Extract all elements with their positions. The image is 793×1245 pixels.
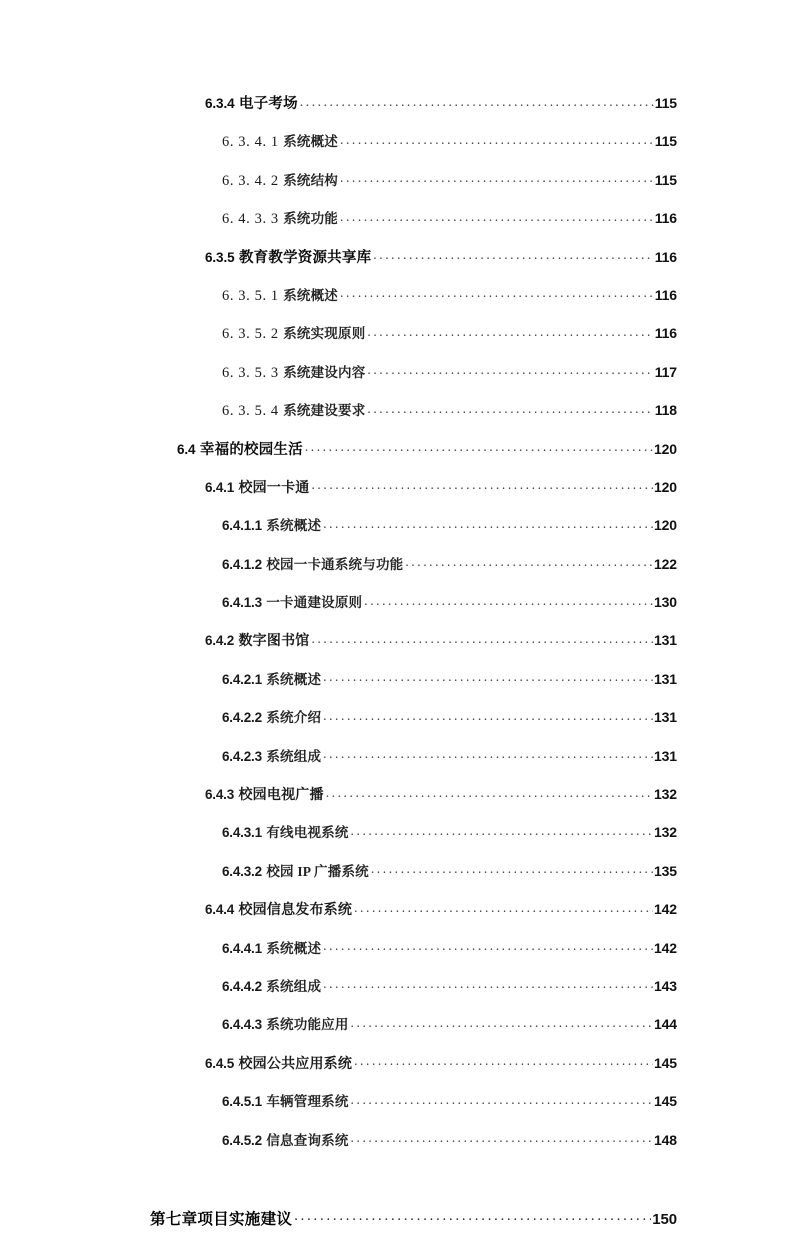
- toc-entry-number: 6.4.1.2: [222, 556, 262, 572]
- toc-dot-leader: [367, 322, 653, 338]
- toc-entry-title: 校园一卡通: [238, 480, 310, 496]
- toc-row[interactable]: [222, 860, 677, 898]
- toc-page-number: 117: [654, 363, 677, 380]
- toc-entry-number: 6.4.3.1: [222, 825, 262, 841]
- toc-dot-leader: [305, 438, 653, 454]
- toc-row[interactable]: [222, 821, 677, 859]
- toc-page-number: 115: [654, 171, 677, 188]
- toc-page-number: 131: [653, 670, 677, 687]
- toc-entry-title: 教育教学资源共享库: [238, 249, 372, 266]
- toc-row[interactable]: [222, 514, 677, 552]
- toc-entry[interactable]: [150, 1090, 677, 1128]
- toc-row[interactable]: [222, 937, 677, 975]
- toc-dot-leader: [351, 1090, 653, 1106]
- toc-entry[interactable]: [150, 399, 677, 437]
- toc-entry-label: [222, 361, 365, 382]
- toc-dot-leader: [311, 629, 652, 645]
- toc-entry-label: [222, 975, 321, 996]
- toc-entry-title: 系统概述: [266, 671, 322, 687]
- toc-entry-title: 校园电视广播: [238, 788, 324, 804]
- toc-page-number: 144: [653, 1016, 677, 1033]
- toc-dot-leader: [300, 92, 654, 108]
- toc-entry-title: 一卡通建设原则: [266, 595, 363, 611]
- toc-dot-leader: [364, 591, 653, 607]
- toc-page-number: 131: [653, 747, 677, 764]
- toc-row[interactable]: [222, 668, 677, 706]
- toc-entry-number: 6. 3. 5. 4: [222, 403, 279, 420]
- toc-entry-label: [205, 630, 309, 650]
- toc-row[interactable]: [205, 476, 677, 514]
- toc-entry-label: [222, 207, 338, 228]
- toc-row[interactable]: [177, 438, 677, 476]
- toc-entry-title: 有线电视系统: [266, 825, 349, 841]
- toc-entry[interactable]: [150, 898, 677, 936]
- toc-dot-leader: [371, 860, 653, 876]
- toc-entry-number: 6.4.4.2: [222, 978, 262, 994]
- toc-entry[interactable]: [150, 207, 677, 245]
- toc-entry-label: [222, 169, 338, 190]
- toc-entry-label: [222, 860, 369, 881]
- toc-page-number: 118: [654, 402, 677, 419]
- toc-entry-number: 6.4.2.1: [222, 671, 262, 687]
- toc-row[interactable]: [205, 629, 677, 667]
- toc-entry-number: 6.4.1.3: [222, 595, 262, 611]
- toc-page-number: 116: [654, 286, 677, 303]
- toc-entry-number: 6. 3. 5. 1: [222, 287, 279, 304]
- toc-entry-title: 系统结构: [283, 172, 339, 188]
- toc-entry[interactable]: [150, 361, 677, 399]
- toc-entry-label: [205, 899, 352, 919]
- toc-row[interactable]: [222, 1013, 677, 1051]
- toc-page-number: 131: [653, 709, 677, 726]
- toc-dot-leader: [323, 706, 653, 722]
- toc-page-number: 145: [653, 1093, 677, 1110]
- toc-chapter-entry[interactable]: [150, 1207, 677, 1245]
- toc-dot-leader: [367, 361, 653, 377]
- toc-entry-title: 系统实现原则: [283, 326, 366, 342]
- toc-dot-leader: [326, 783, 653, 799]
- toc-dot-leader: [294, 1208, 651, 1224]
- toc-page-number: 131: [653, 632, 677, 649]
- toc-dot-leader: [405, 553, 653, 569]
- toc-page-number: 122: [653, 555, 677, 572]
- toc-page-number: 145: [653, 1054, 677, 1071]
- toc-entry-number: 6. 3. 5. 3: [222, 364, 279, 381]
- toc-entry-title: 电子考场: [238, 96, 298, 112]
- toc-entry-title: 系统组成: [266, 748, 322, 764]
- toc-row[interactable]: [222, 284, 677, 322]
- toc-entry-number: 6.4.4.1: [222, 940, 262, 956]
- toc-dot-leader: [351, 1013, 653, 1029]
- toc-entry-label: [222, 399, 365, 420]
- toc-row[interactable]: [222, 130, 677, 168]
- toc-entry-label: [222, 553, 403, 574]
- toc-row[interactable]: [222, 169, 677, 207]
- toc-row[interactable]: [222, 1090, 677, 1128]
- toc-entry-label: [222, 937, 321, 958]
- toc-dot-leader: [323, 975, 653, 991]
- toc-entry[interactable]: [150, 130, 677, 168]
- toc-entry-number: 6. 3. 5. 2: [222, 326, 279, 343]
- toc-entry-number: 6.4.4: [205, 902, 235, 918]
- toc-dot-leader: [311, 476, 652, 492]
- toc-row[interactable]: [222, 322, 677, 360]
- toc-entry[interactable]: [150, 1052, 677, 1090]
- toc-entry[interactable]: [150, 745, 677, 783]
- toc-entry-title: 数字图书馆: [238, 634, 310, 650]
- toc-entry-number: 6.4.3: [205, 787, 235, 803]
- toc-dot-leader: [354, 1052, 653, 1068]
- toc-dot-leader: [351, 1129, 653, 1145]
- toc-row[interactable]: [222, 591, 677, 629]
- toc-entry[interactable]: [150, 591, 677, 629]
- toc-entry-title: 校园信息发布系统: [238, 903, 353, 919]
- toc-entry[interactable]: [150, 821, 677, 859]
- toc-entry[interactable]: [150, 783, 677, 821]
- section-gap: [150, 1167, 677, 1207]
- toc-entry-label: [177, 438, 303, 459]
- toc-entry-label: [222, 591, 362, 612]
- toc-entry[interactable]: [150, 92, 677, 130]
- toc-entry-label: [205, 784, 324, 804]
- toc-entry-label: [222, 1013, 349, 1034]
- toc-entry-number: 6.4.2.2: [222, 710, 262, 726]
- toc-entry[interactable]: [150, 975, 677, 1013]
- toc-entry-label: [222, 1129, 349, 1150]
- toc-entry-number: 6.4.1.1: [222, 518, 262, 534]
- toc-entry-number: 6.4.2: [205, 633, 235, 649]
- toc-dot-leader: [354, 898, 653, 914]
- toc-entry[interactable]: [150, 1129, 677, 1167]
- toc-page-number: 116: [654, 325, 677, 342]
- toc-dot-leader: [323, 745, 653, 761]
- toc-page-number: 116: [654, 210, 677, 227]
- toc-entry-title: 第七章项目实施建议: [150, 1210, 293, 1228]
- toc-entry-number: 6.4.5: [205, 1055, 235, 1071]
- toc-row[interactable]: [150, 1207, 677, 1245]
- toc-row[interactable]: [222, 399, 677, 437]
- toc-page-number: 148: [653, 1131, 677, 1148]
- toc-entry-label: [222, 1090, 349, 1111]
- toc-page-number: 143: [653, 977, 677, 994]
- toc-dot-leader: [340, 284, 654, 300]
- toc-page-number: 135: [653, 862, 677, 879]
- toc-entry[interactable]: [150, 860, 677, 898]
- toc-dot-leader: [340, 169, 654, 185]
- toc-page-number: 130: [653, 594, 677, 611]
- toc-entry-title: 系统概述: [283, 287, 339, 303]
- toc-entry-number: 6.3.5: [205, 249, 235, 265]
- toc-entry[interactable]: [150, 1013, 677, 1051]
- toc-row[interactable]: [205, 1052, 677, 1090]
- toc-entry-number: 6.4.3.2: [222, 863, 262, 879]
- toc-entry-label: [222, 514, 321, 535]
- toc-row[interactable]: [222, 207, 677, 245]
- toc-row[interactable]: [222, 745, 677, 783]
- toc-entry-number: 6.4.1: [205, 479, 235, 495]
- toc-entry-number: 6.4.2.3: [222, 748, 262, 764]
- toc-row[interactable]: [222, 706, 677, 744]
- toc-entry-title: 系统功能: [283, 211, 339, 227]
- toc-entry-title: 幸福的校园生活: [199, 441, 303, 458]
- toc-entry-title: 车辆管理系统: [266, 1094, 349, 1110]
- toc-entry-title: 校园 IP 广播系统: [266, 863, 369, 879]
- toc-entry-number: 6.3.4: [205, 96, 235, 111]
- toc-entry-title: 系统组成: [266, 978, 322, 994]
- toc-entry-label: [222, 706, 321, 727]
- toc-page-number: 150: [652, 1210, 677, 1228]
- toc-dot-leader: [323, 514, 653, 530]
- toc-dot-leader: [323, 937, 653, 953]
- toc-entry-label: [222, 821, 349, 842]
- toc-entry[interactable]: [150, 937, 677, 975]
- toc-page-number: 132: [653, 824, 677, 841]
- toc-entry[interactable]: [150, 169, 677, 207]
- toc-entry[interactable]: [150, 284, 677, 322]
- toc-entry[interactable]: [150, 246, 677, 284]
- toc-row[interactable]: [205, 92, 677, 130]
- toc-entry-title: 系统概述: [283, 134, 339, 150]
- toc-page-number: 115: [654, 95, 677, 111]
- toc-entry-number: 6.4.5.2: [222, 1132, 262, 1148]
- toc-entry-label: [222, 745, 321, 766]
- toc-entry-title: 校园一卡通系统与功能: [266, 556, 404, 572]
- toc-entry-label: [222, 322, 365, 343]
- toc-entry-title: 系统介绍: [266, 710, 322, 726]
- toc-entry-title: 信息查询系统: [266, 1132, 349, 1148]
- toc-entry-number: 6.4.5.1: [222, 1094, 262, 1110]
- toc-dot-leader: [373, 246, 653, 262]
- toc-page-number: 116: [654, 248, 677, 265]
- toc-entry-label: [205, 92, 298, 113]
- toc-row[interactable]: [222, 975, 677, 1013]
- toc-entry-number: 6.4: [177, 441, 196, 457]
- toc-entry-number: 6. 3. 4. 2: [222, 172, 279, 189]
- toc-page-number: 120: [653, 478, 677, 495]
- toc-row[interactable]: [205, 898, 677, 936]
- toc-page-number: 120: [653, 440, 677, 457]
- toc-entry[interactable]: [150, 553, 677, 591]
- toc-entry-title: 校园公共应用系统: [238, 1056, 353, 1072]
- toc-page-number: 142: [653, 901, 677, 918]
- toc-entry[interactable]: [150, 706, 677, 744]
- toc-page-number: 115: [654, 133, 677, 150]
- toc-entry[interactable]: [150, 668, 677, 706]
- toc-dot-leader: [351, 821, 653, 837]
- toc-entry-label: [205, 246, 371, 267]
- toc-entry-label: [150, 1207, 292, 1229]
- toc-entry[interactable]: [150, 514, 677, 552]
- toc-entry-title: 系统功能应用: [266, 1017, 349, 1033]
- toc-page-number: 132: [653, 786, 677, 803]
- toc-page-number: 120: [653, 517, 677, 534]
- toc-entry[interactable]: [150, 476, 677, 514]
- toc-entry-title: 系统建设内容: [283, 364, 366, 380]
- toc-dot-leader: [323, 668, 653, 684]
- toc-entry-number: 6. 3. 4. 1: [222, 134, 279, 151]
- toc-row[interactable]: [222, 553, 677, 591]
- table-of-contents: [150, 92, 677, 1245]
- toc-entry-number: 6.4.4.3: [222, 1017, 262, 1033]
- toc-entry-label: [222, 668, 321, 689]
- toc-entry-label: [222, 284, 338, 305]
- toc-row[interactable]: [205, 783, 677, 821]
- toc-entry[interactable]: [150, 438, 677, 476]
- toc-entry[interactable]: [150, 322, 677, 360]
- toc-entry-number: 6. 4. 3. 3: [222, 211, 279, 228]
- toc-dot-leader: [367, 399, 653, 415]
- toc-entry-label: [222, 130, 338, 151]
- toc-row[interactable]: [205, 246, 677, 284]
- toc-entry-title: 系统概述: [266, 940, 322, 956]
- toc-row[interactable]: [222, 1129, 677, 1167]
- toc-dot-leader: [340, 207, 654, 223]
- toc-entry[interactable]: [150, 629, 677, 667]
- toc-row[interactable]: [222, 361, 677, 399]
- toc-entry-label: [205, 1053, 352, 1073]
- toc-entry-title: 系统建设要求: [283, 403, 366, 419]
- toc-entry-title: 系统概述: [266, 518, 322, 534]
- toc-page-number: 142: [653, 939, 677, 956]
- toc-entry-label: [205, 477, 309, 497]
- toc-dot-leader: [340, 130, 654, 146]
